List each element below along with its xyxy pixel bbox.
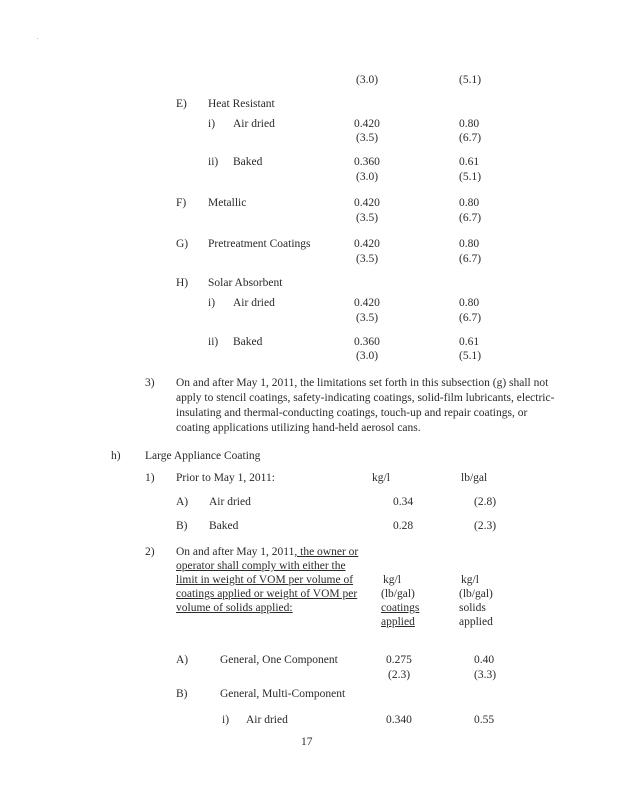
subitem-number: i) [222,714,230,726]
value-cell: (3.0) [356,171,379,183]
row-name: Baked [209,520,239,532]
value-cell: (5.1) [459,171,482,183]
value-cell: (5.1) [459,350,482,362]
item-text: Prior to May 1, 2011: [176,472,275,484]
value-cell: 0.80 [459,297,480,309]
row-label: A) [176,654,189,666]
value-cell: 0.34 [393,496,414,508]
subitem-number: ii) [208,156,219,168]
value-cell: 0.80 [459,118,480,130]
value-cell: 0.61 [459,156,480,168]
unit-header: kg/l [372,472,390,484]
value-cell: 0.55 [474,714,495,726]
row-name: General, One Component [220,654,338,666]
item-number-1: 1) [145,472,155,484]
value-cell: (2.3) [474,520,497,532]
value-cell: 0.28 [393,520,414,532]
subitem-name: Air dried [233,297,275,309]
exemption-paragraph: On and after May 1, 2011, the limitations set forth in this subsection (g) shall not apply to stencil coatings, safety-indicating coatings, solid-film lubricants, electric-insulating and thermal-conducting coatings, touch-up and repair coatings, or coating applications utilizing hand-held aerosol cans. [176,377,555,434]
item-number-2: 2) [145,546,155,558]
value-cell: (3.5) [356,312,379,324]
column-header-a: coatings [381,602,420,614]
column-header-b: kg/l [461,574,479,586]
item-number-3: 3) [145,377,155,389]
column-header-a: kg/l [383,574,401,586]
scan-speck [37,38,38,39]
column-header-a: applied [381,616,415,628]
item-text-line-3: limit in weight of VOM per volume of [176,574,354,586]
value-cell: (6.7) [459,132,482,144]
row-label: A) [176,496,189,508]
item-text-line-2: operator shall comply with either the [176,560,346,572]
value-cell: 0.340 [386,714,412,726]
item-label-g: G) [176,238,189,250]
subitem-name: Air dried [233,118,275,130]
page-number: 17 [301,736,313,748]
value-cell: (3.5) [356,253,379,265]
value-cell: (3.3) [474,669,497,681]
value-cell: (5.1) [459,74,482,86]
item-title-metallic: Metallic [208,197,247,209]
column-header-b: solids [459,602,486,614]
column-header-a: (lb/gal) [381,588,415,600]
value-cell: 0.420 [354,297,380,309]
row-label: B) [176,520,188,532]
row-label: B) [176,688,188,700]
value-cell: (3.0) [356,74,379,86]
item-text-line-4: coatings applied or weight of VOM per [176,588,358,600]
item-text-line-1 [176,546,358,559]
value-cell: 0.80 [459,238,480,250]
value-cell: 0.40 [474,654,495,666]
subitem-number: i) [208,297,216,309]
value-cell: 0.275 [386,654,412,666]
value-cell: (2.3) [388,669,411,681]
item-label-h: H) [176,277,189,289]
value-cell: 0.420 [354,238,380,250]
item-label-e: E) [176,98,187,110]
value-cell: (6.7) [459,212,482,224]
subitem-name: Baked [233,156,263,168]
value-cell: 0.360 [354,336,380,348]
column-header-b: (lb/gal) [459,588,493,600]
subitem-name: Air dried [246,714,288,726]
row-name: General, Multi-Component [220,688,346,700]
value-cell: 0.420 [354,118,380,130]
row-name: Air dried [209,496,251,508]
value-cell: (3.5) [356,212,379,224]
value-cell: 0.61 [459,336,480,348]
section-title-large-appliance: Large Appliance Coating [145,450,261,462]
item-text-line-5: volume of solids applied: [176,602,293,614]
value-cell: 0.420 [354,197,380,209]
column-header-b: applied [459,616,493,628]
item-label-f: F) [176,197,187,209]
value-cell: 0.80 [459,197,480,209]
subitem-number: ii) [208,336,219,348]
value-cell: 0.360 [354,156,380,168]
item-title-solar-absorbent: Solar Absorbent [208,277,283,289]
unit-header: lb/gal [461,472,488,484]
section-label-h: h) [111,450,121,462]
value-cell: (3.5) [356,132,379,144]
item-text-plain: On and after May 1, 2011 [176,546,295,558]
value-cell: (3.0) [356,350,379,362]
value-cell: (2.8) [474,496,497,508]
subitem-name: Baked [233,336,263,348]
item-title-pretreatment: Pretreatment Coatings [208,238,311,250]
value-cell: (6.7) [459,253,482,265]
value-cell: (6.7) [459,312,482,324]
item-text-underlined: , the owner or [294,546,359,558]
item-title-heat-resistant: Heat Resistant [208,98,275,110]
subitem-number: i) [208,118,216,130]
